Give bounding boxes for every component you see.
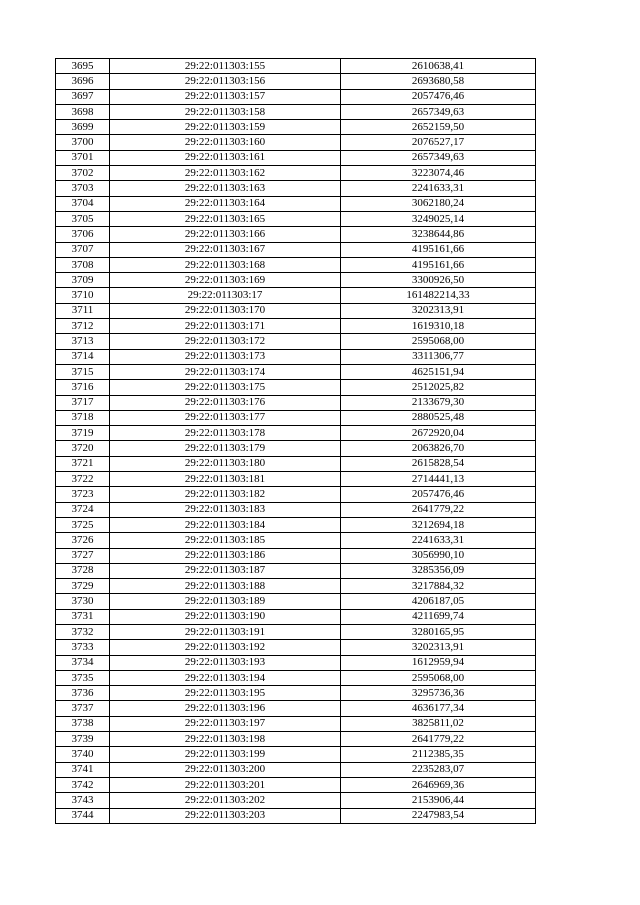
cadastral-number-cell: 29:22:011303:175 <box>110 380 341 395</box>
cadastral-number-cell: 29:22:011303:172 <box>110 334 341 349</box>
value-cell: 2646969,36 <box>341 777 536 792</box>
row-number-cell: 3714 <box>56 349 110 364</box>
cadastral-number-cell: 29:22:011303:162 <box>110 166 341 181</box>
table-row <box>56 655 536 670</box>
row-number-cell: 3695 <box>56 59 110 74</box>
value-cell: 2652159,50 <box>341 120 536 135</box>
table-row <box>56 609 536 624</box>
row-number-cell: 3736 <box>56 686 110 701</box>
cadastral-number-cell: 29:22:011303:174 <box>110 364 341 379</box>
table-row <box>56 59 536 74</box>
row-number-cell: 3739 <box>56 732 110 747</box>
row-number-cell: 3707 <box>56 242 110 257</box>
value-cell: 4206187,05 <box>341 594 536 609</box>
row-number-cell: 3701 <box>56 150 110 165</box>
table-row <box>56 120 536 135</box>
table-row <box>56 548 536 563</box>
cadastral-number-cell: 29:22:011303:190 <box>110 609 341 624</box>
row-number-cell: 3717 <box>56 395 110 410</box>
value-cell: 3285356,09 <box>341 563 536 578</box>
row-number-cell: 3732 <box>56 624 110 639</box>
row-number-cell: 3712 <box>56 319 110 334</box>
table-row <box>56 89 536 104</box>
cadastral-number-cell: 29:22:011303:200 <box>110 762 341 777</box>
value-cell: 2610638,41 <box>341 59 536 74</box>
value-cell: 2595068,00 <box>341 334 536 349</box>
table-row <box>56 624 536 639</box>
row-number-cell: 3735 <box>56 670 110 685</box>
cadastral-number-cell: 29:22:011303:186 <box>110 548 341 563</box>
cadastral-number-cell: 29:22:011303:169 <box>110 273 341 288</box>
row-number-cell: 3734 <box>56 655 110 670</box>
row-number-cell: 3737 <box>56 701 110 716</box>
table-row <box>56 349 536 364</box>
table-row <box>56 273 536 288</box>
table-row <box>56 732 536 747</box>
table-row <box>56 74 536 89</box>
cadastral-number-cell: 29:22:011303:166 <box>110 227 341 242</box>
cadastral-number-cell: 29:22:011303:155 <box>110 59 341 74</box>
table-row <box>56 487 536 502</box>
value-cell: 2657349,63 <box>341 104 536 119</box>
table-row <box>56 410 536 425</box>
cadastral-value-table <box>55 58 536 824</box>
cadastral-number-cell: 29:22:011303:171 <box>110 319 341 334</box>
row-number-cell: 3704 <box>56 196 110 211</box>
row-number-cell: 3721 <box>56 456 110 471</box>
row-number-cell: 3728 <box>56 563 110 578</box>
value-cell: 3238644,86 <box>341 227 536 242</box>
row-number-cell: 3725 <box>56 517 110 532</box>
value-cell: 2241633,31 <box>341 181 536 196</box>
row-number-cell: 3729 <box>56 579 110 594</box>
row-number-cell: 3741 <box>56 762 110 777</box>
value-cell: 1612959,94 <box>341 655 536 670</box>
cadastral-number-cell: 29:22:011303:202 <box>110 793 341 808</box>
row-number-cell: 3740 <box>56 747 110 762</box>
row-number-cell: 3702 <box>56 166 110 181</box>
value-cell: 1619310,18 <box>341 319 536 334</box>
table-row <box>56 686 536 701</box>
value-cell: 3217884,32 <box>341 579 536 594</box>
cadastral-number-cell: 29:22:011303:194 <box>110 670 341 685</box>
cadastral-number-cell: 29:22:011303:17 <box>110 288 341 303</box>
row-number-cell: 3715 <box>56 364 110 379</box>
row-number-cell: 3706 <box>56 227 110 242</box>
value-cell: 3212694,18 <box>341 517 536 532</box>
table-row <box>56 594 536 609</box>
table-row <box>56 472 536 487</box>
value-cell: 3202313,91 <box>341 303 536 318</box>
value-cell: 2247983,54 <box>341 808 536 823</box>
cadastral-number-cell: 29:22:011303:197 <box>110 716 341 731</box>
row-number-cell: 3744 <box>56 808 110 823</box>
cadastral-number-cell: 29:22:011303:185 <box>110 533 341 548</box>
table-row <box>56 303 536 318</box>
table-row <box>56 135 536 150</box>
row-number-cell: 3718 <box>56 410 110 425</box>
table-row <box>56 242 536 257</box>
cadastral-number-cell: 29:22:011303:203 <box>110 808 341 823</box>
value-cell: 2133679,30 <box>341 395 536 410</box>
cadastral-number-cell: 29:22:011303:167 <box>110 242 341 257</box>
table-row <box>56 762 536 777</box>
table-row <box>56 777 536 792</box>
value-cell: 3249025,14 <box>341 211 536 226</box>
row-number-cell: 3698 <box>56 104 110 119</box>
cadastral-number-cell: 29:22:011303:196 <box>110 701 341 716</box>
value-cell: 2641779,22 <box>341 732 536 747</box>
table-row <box>56 319 536 334</box>
table-row <box>56 227 536 242</box>
value-cell: 2615828,54 <box>341 456 536 471</box>
value-cell: 2595068,00 <box>341 670 536 685</box>
value-cell: 2693680,58 <box>341 74 536 89</box>
cadastral-number-cell: 29:22:011303:182 <box>110 487 341 502</box>
cadastral-number-cell: 29:22:011303:163 <box>110 181 341 196</box>
row-number-cell: 3726 <box>56 533 110 548</box>
row-number-cell: 3738 <box>56 716 110 731</box>
row-number-cell: 3722 <box>56 472 110 487</box>
cadastral-number-cell: 29:22:011303:173 <box>110 349 341 364</box>
value-cell: 2112385,35 <box>341 747 536 762</box>
row-number-cell: 3719 <box>56 426 110 441</box>
cadastral-number-cell: 29:22:011303:195 <box>110 686 341 701</box>
table-row <box>56 181 536 196</box>
cadastral-number-cell: 29:22:011303:170 <box>110 303 341 318</box>
value-cell: 2057476,46 <box>341 89 536 104</box>
table-row <box>56 747 536 762</box>
value-cell: 3202313,91 <box>341 640 536 655</box>
table-row <box>56 364 536 379</box>
row-number-cell: 3733 <box>56 640 110 655</box>
cadastral-number-cell: 29:22:011303:158 <box>110 104 341 119</box>
value-cell: 2241633,31 <box>341 533 536 548</box>
value-cell: 3062180,24 <box>341 196 536 211</box>
row-number-cell: 3696 <box>56 74 110 89</box>
table-row <box>56 670 536 685</box>
value-cell: 4211699,74 <box>341 609 536 624</box>
value-cell: 4195161,66 <box>341 242 536 257</box>
row-number-cell: 3705 <box>56 211 110 226</box>
table-row <box>56 150 536 165</box>
value-cell: 2057476,46 <box>341 487 536 502</box>
cadastral-number-cell: 29:22:011303:189 <box>110 594 341 609</box>
value-cell: 3056990,10 <box>341 548 536 563</box>
cadastral-number-cell: 29:22:011303:198 <box>110 732 341 747</box>
cadastral-number-cell: 29:22:011303:183 <box>110 502 341 517</box>
table-row <box>56 257 536 272</box>
value-cell: 3300926,50 <box>341 273 536 288</box>
table-row <box>56 380 536 395</box>
table-row <box>56 533 536 548</box>
row-number-cell: 3703 <box>56 181 110 196</box>
value-cell: 2880525,48 <box>341 410 536 425</box>
value-cell: 2657349,63 <box>341 150 536 165</box>
cadastral-number-cell: 29:22:011303:160 <box>110 135 341 150</box>
table-row <box>56 808 536 823</box>
cadastral-number-cell: 29:22:011303:157 <box>110 89 341 104</box>
row-number-cell: 3716 <box>56 380 110 395</box>
value-cell: 3295736,36 <box>341 686 536 701</box>
cadastral-number-cell: 29:22:011303:180 <box>110 456 341 471</box>
value-cell: 3280165,95 <box>341 624 536 639</box>
row-number-cell: 3713 <box>56 334 110 349</box>
row-number-cell: 3700 <box>56 135 110 150</box>
value-cell: 161482214,33 <box>341 288 536 303</box>
table-row <box>56 701 536 716</box>
row-number-cell: 3727 <box>56 548 110 563</box>
table-row <box>56 288 536 303</box>
table-row <box>56 104 536 119</box>
table-row <box>56 517 536 532</box>
row-number-cell: 3723 <box>56 487 110 502</box>
cadastral-number-cell: 29:22:011303:164 <box>110 196 341 211</box>
value-cell: 2153906,44 <box>341 793 536 808</box>
table-row <box>56 334 536 349</box>
row-number-cell: 3730 <box>56 594 110 609</box>
cadastral-number-cell: 29:22:011303:184 <box>110 517 341 532</box>
cadastral-number-cell: 29:22:011303:156 <box>110 74 341 89</box>
value-cell: 2714441,13 <box>341 472 536 487</box>
table-row <box>56 441 536 456</box>
value-cell: 3223074,46 <box>341 166 536 181</box>
cadastral-number-cell: 29:22:011303:161 <box>110 150 341 165</box>
table-row <box>56 166 536 181</box>
cadastral-number-cell: 29:22:011303:201 <box>110 777 341 792</box>
cadastral-number-cell: 29:22:011303:192 <box>110 640 341 655</box>
value-cell: 4636177,34 <box>341 701 536 716</box>
table-row <box>56 426 536 441</box>
table-row <box>56 563 536 578</box>
cadastral-number-cell: 29:22:011303:191 <box>110 624 341 639</box>
row-number-cell: 3720 <box>56 441 110 456</box>
cadastral-number-cell: 29:22:011303:188 <box>110 579 341 594</box>
table-row <box>56 196 536 211</box>
cadastral-number-cell: 29:22:011303:177 <box>110 410 341 425</box>
cadastral-number-cell: 29:22:011303:176 <box>110 395 341 410</box>
row-number-cell: 3699 <box>56 120 110 135</box>
row-number-cell: 3742 <box>56 777 110 792</box>
row-number-cell: 3709 <box>56 273 110 288</box>
table-row <box>56 640 536 655</box>
table-row <box>56 456 536 471</box>
value-cell: 4625151,94 <box>341 364 536 379</box>
cadastral-number-cell: 29:22:011303:178 <box>110 426 341 441</box>
value-cell: 2235283,07 <box>341 762 536 777</box>
row-number-cell: 3731 <box>56 609 110 624</box>
cadastral-number-cell: 29:22:011303:159 <box>110 120 341 135</box>
row-number-cell: 3708 <box>56 257 110 272</box>
cadastral-number-cell: 29:22:011303:179 <box>110 441 341 456</box>
row-number-cell: 3710 <box>56 288 110 303</box>
table-row <box>56 793 536 808</box>
table-body <box>56 59 536 824</box>
table-row <box>56 502 536 517</box>
value-cell: 2512025,82 <box>341 380 536 395</box>
value-cell: 3311306,77 <box>341 349 536 364</box>
row-number-cell: 3697 <box>56 89 110 104</box>
value-cell: 4195161,66 <box>341 257 536 272</box>
value-cell: 2076527,17 <box>341 135 536 150</box>
value-cell: 2063826,70 <box>341 441 536 456</box>
value-cell: 2641779,22 <box>341 502 536 517</box>
cadastral-number-cell: 29:22:011303:181 <box>110 472 341 487</box>
cadastral-number-cell: 29:22:011303:187 <box>110 563 341 578</box>
value-cell: 2672920,04 <box>341 426 536 441</box>
table-row <box>56 395 536 410</box>
cadastral-number-cell: 29:22:011303:199 <box>110 747 341 762</box>
cadastral-number-cell: 29:22:011303:165 <box>110 211 341 226</box>
row-number-cell: 3711 <box>56 303 110 318</box>
table-row <box>56 211 536 226</box>
cadastral-number-cell: 29:22:011303:193 <box>110 655 341 670</box>
table-row <box>56 579 536 594</box>
value-cell: 3825811,02 <box>341 716 536 731</box>
table-row <box>56 716 536 731</box>
row-number-cell: 3724 <box>56 502 110 517</box>
cadastral-number-cell: 29:22:011303:168 <box>110 257 341 272</box>
row-number-cell: 3743 <box>56 793 110 808</box>
